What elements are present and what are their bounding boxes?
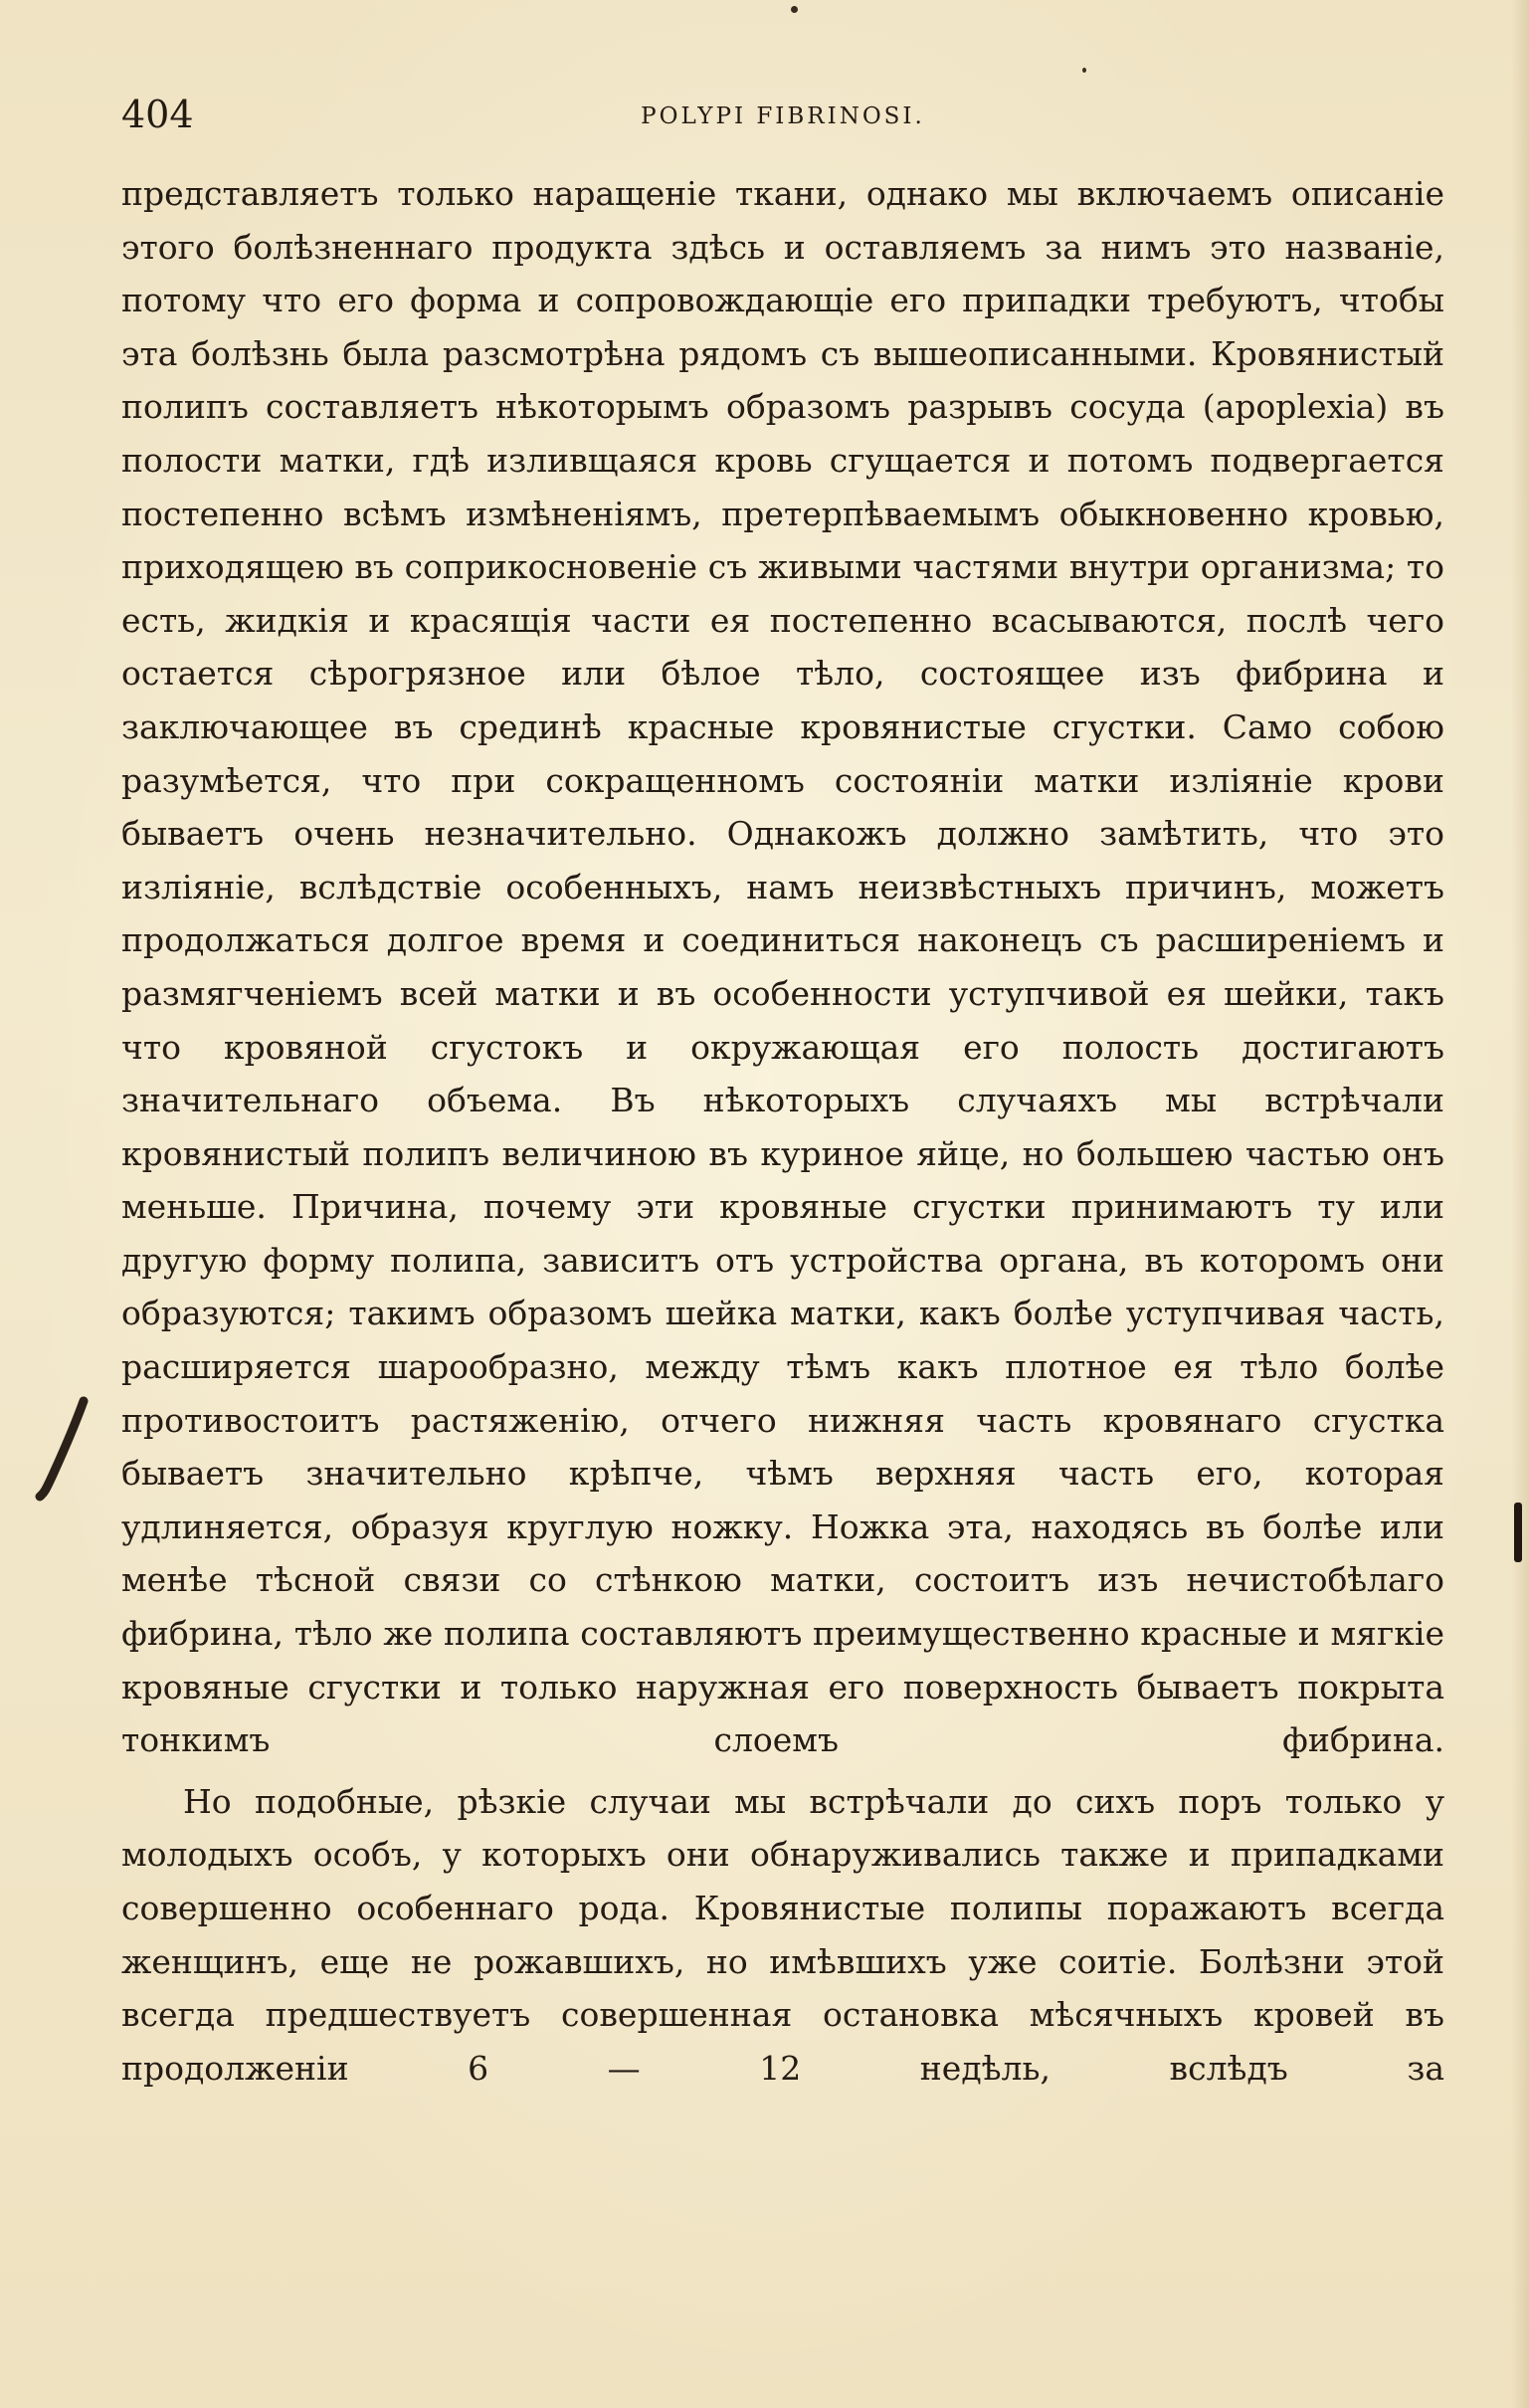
page-edge-shadow	[1511, 0, 1529, 2408]
ink-speck	[1082, 68, 1086, 73]
pencil-stroke-icon	[30, 1393, 99, 1503]
running-title: POLYPI FIBRINOSI.	[641, 103, 925, 129]
paragraph-2: Но подобные, рѣзкіе случаи мы встрѣчали до сихъ поръ только у молодыхъ особъ, у которыхъ они обнаруживались также и припадками совершенно особеннаго рода. Кровянистые полипы поражаютъ всегда женщинъ, еще не рожавшихъ, но имѣвшихъ уже соитіе. Болѣзни этой всегда предшествуетъ совершенная остановка мѣсячныхъ кровей въ продолженіи 6 — 12 недѣль, вслѣдъ за	[121, 1781, 1444, 2088]
paragraph-1: представляетъ только наращеніе ткани, однако мы включаемъ описаніе этого болѣзненнаго продукта здѣсь и оставляемъ за нимъ это названіе, потому что его форма и сопровождающіе его припадки требуютъ, чтобы эта болѣзнь была разсмотрѣна рядомъ съ вышеописанными. Кровянистый полипъ составляетъ нѣкоторымъ образомъ разрывъ сосуда (apoplexia) въ полости матки, гдѣ изливщаяся кровь сгущается и потомъ подвергается постепенно всѣмъ измѣненіямъ, претерпѣваемымъ обыкновенно кровью, приходящею въ соприкосновеніе съ живыми частями внутри организма; то есть, жидкія и красящія части ея постепенно всасываются, послѣ чего остается сѣрогрязное или бѣлое тѣло, состоящее изъ фибрина и заключающее въ срединѣ красные кровянистые сгустки. Само собою разумѣется, что при сокращенномъ состояніи матки изліяніе крови бываетъ очень незначительно. Однакожъ должно замѣтить, что это изліяніе, вслѣдствіе особенныхъ, намъ неизвѣстныхъ причинъ, можетъ продолжаться долгое время и соединиться наконецъ съ расширеніемъ и размягченіемъ всей матки и въ особенности уступчивой ея шейки, такъ что кровяной сгустокъ и окружающая его полость достигаютъ значительнаго объема. Въ нѣкоторыхъ случаяхъ мы встрѣчали кровянистый полипъ величиною въ куриное яйце, но большею частью онъ меньше. Причина, почему эти кровяные сгустки принимаютъ ту или другую форму полипа, зависитъ отъ устройства органа, въ которомъ они образуются; такимъ образомъ шейка матки, какъ болѣе уступчивая часть, расширяется шарообразно, между тѣмъ какъ плотное ея тѣло болѣе противостоитъ растяженію, отчего нижняя часть кровянаго сгустка бываетъ значительно крѣпче, чѣмъ верхняя часть его, которая удлиняется, образуя круглую ножку. Ножка эта, находясь въ болѣе или менѣе тѣсной связи со стѣнкою матки, состоитъ изъ нечистобѣлаго фибрина, тѣло же полипа составляютъ преимущественно красные и мягкіе кровяные сгустки и только наружная его поверхность бываетъ покрыта тонкимъ слоемъ фибрина.	[121, 174, 1444, 1760]
ink-speck	[791, 6, 798, 13]
page-number: 404	[121, 93, 194, 136]
running-head	[121, 92, 1444, 139]
ink-speck	[1514, 1503, 1522, 1562]
body-text	[121, 167, 1444, 2095]
